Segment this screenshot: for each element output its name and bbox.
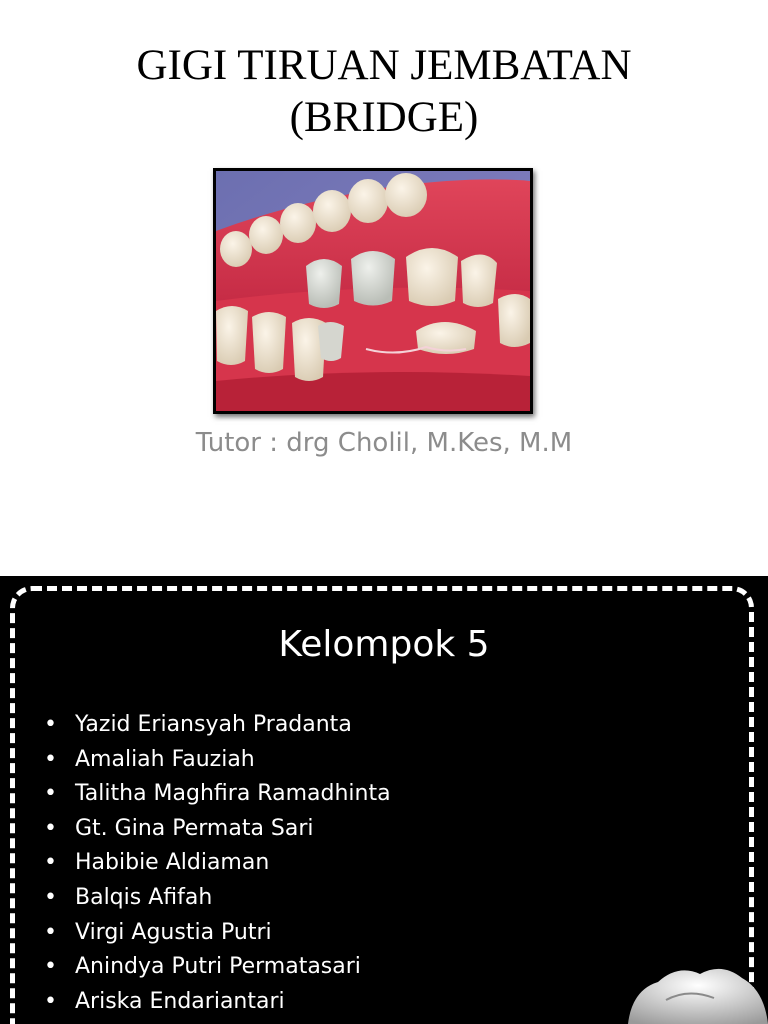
bullet-icon: • xyxy=(44,988,57,1014)
dental-bridge-photo xyxy=(213,168,533,414)
bullet-icon: • xyxy=(44,884,57,910)
member-name: Talitha Maghfira Ramadhinta xyxy=(75,781,391,807)
member-name: Amaliah Fauziah xyxy=(75,746,255,772)
list-item xyxy=(44,950,391,985)
list-item xyxy=(44,777,391,812)
list-item xyxy=(44,708,391,743)
member-name: Yazid Eriansyah Pradanta xyxy=(75,712,352,737)
group-slide xyxy=(0,576,768,1024)
list-item xyxy=(44,985,391,1020)
member-name: Balqis Afifah xyxy=(75,884,213,910)
member-name: Anindya Putri Permatasari xyxy=(75,954,361,980)
bullet-icon: • xyxy=(44,919,57,945)
slide-title-line-1: GIGI TIRUAN JEMBATAN xyxy=(136,42,632,89)
list-item xyxy=(44,846,391,881)
bullet-icon: • xyxy=(44,712,57,737)
list-item xyxy=(44,743,391,778)
bullet-icon: • xyxy=(44,781,57,807)
group-title: Kelompok 5 xyxy=(278,624,490,665)
slide-title-line-2: (BRIDGE) xyxy=(289,94,479,141)
bullet-icon: • xyxy=(44,746,57,772)
list-item xyxy=(44,812,391,847)
dental-bridge-illustration xyxy=(216,171,530,411)
tutor-line: Tutor : drg Cholil, M.Kes, M.M xyxy=(195,428,573,458)
tooth-crown-icon xyxy=(618,960,768,1024)
slide-title xyxy=(0,40,768,144)
list-item xyxy=(44,916,391,951)
bullet-icon: • xyxy=(44,815,57,841)
list-item xyxy=(44,881,391,916)
member-name: Virgi Agustia Putri xyxy=(75,919,272,945)
member-name: Gt. Gina Permata Sari xyxy=(75,815,314,841)
member-name: Habibie Aldiaman xyxy=(75,850,270,876)
member-list xyxy=(44,708,391,1019)
member-name: Ariska Endariantari xyxy=(75,988,285,1014)
bullet-icon: • xyxy=(44,954,57,980)
bullet-icon: • xyxy=(44,850,57,876)
